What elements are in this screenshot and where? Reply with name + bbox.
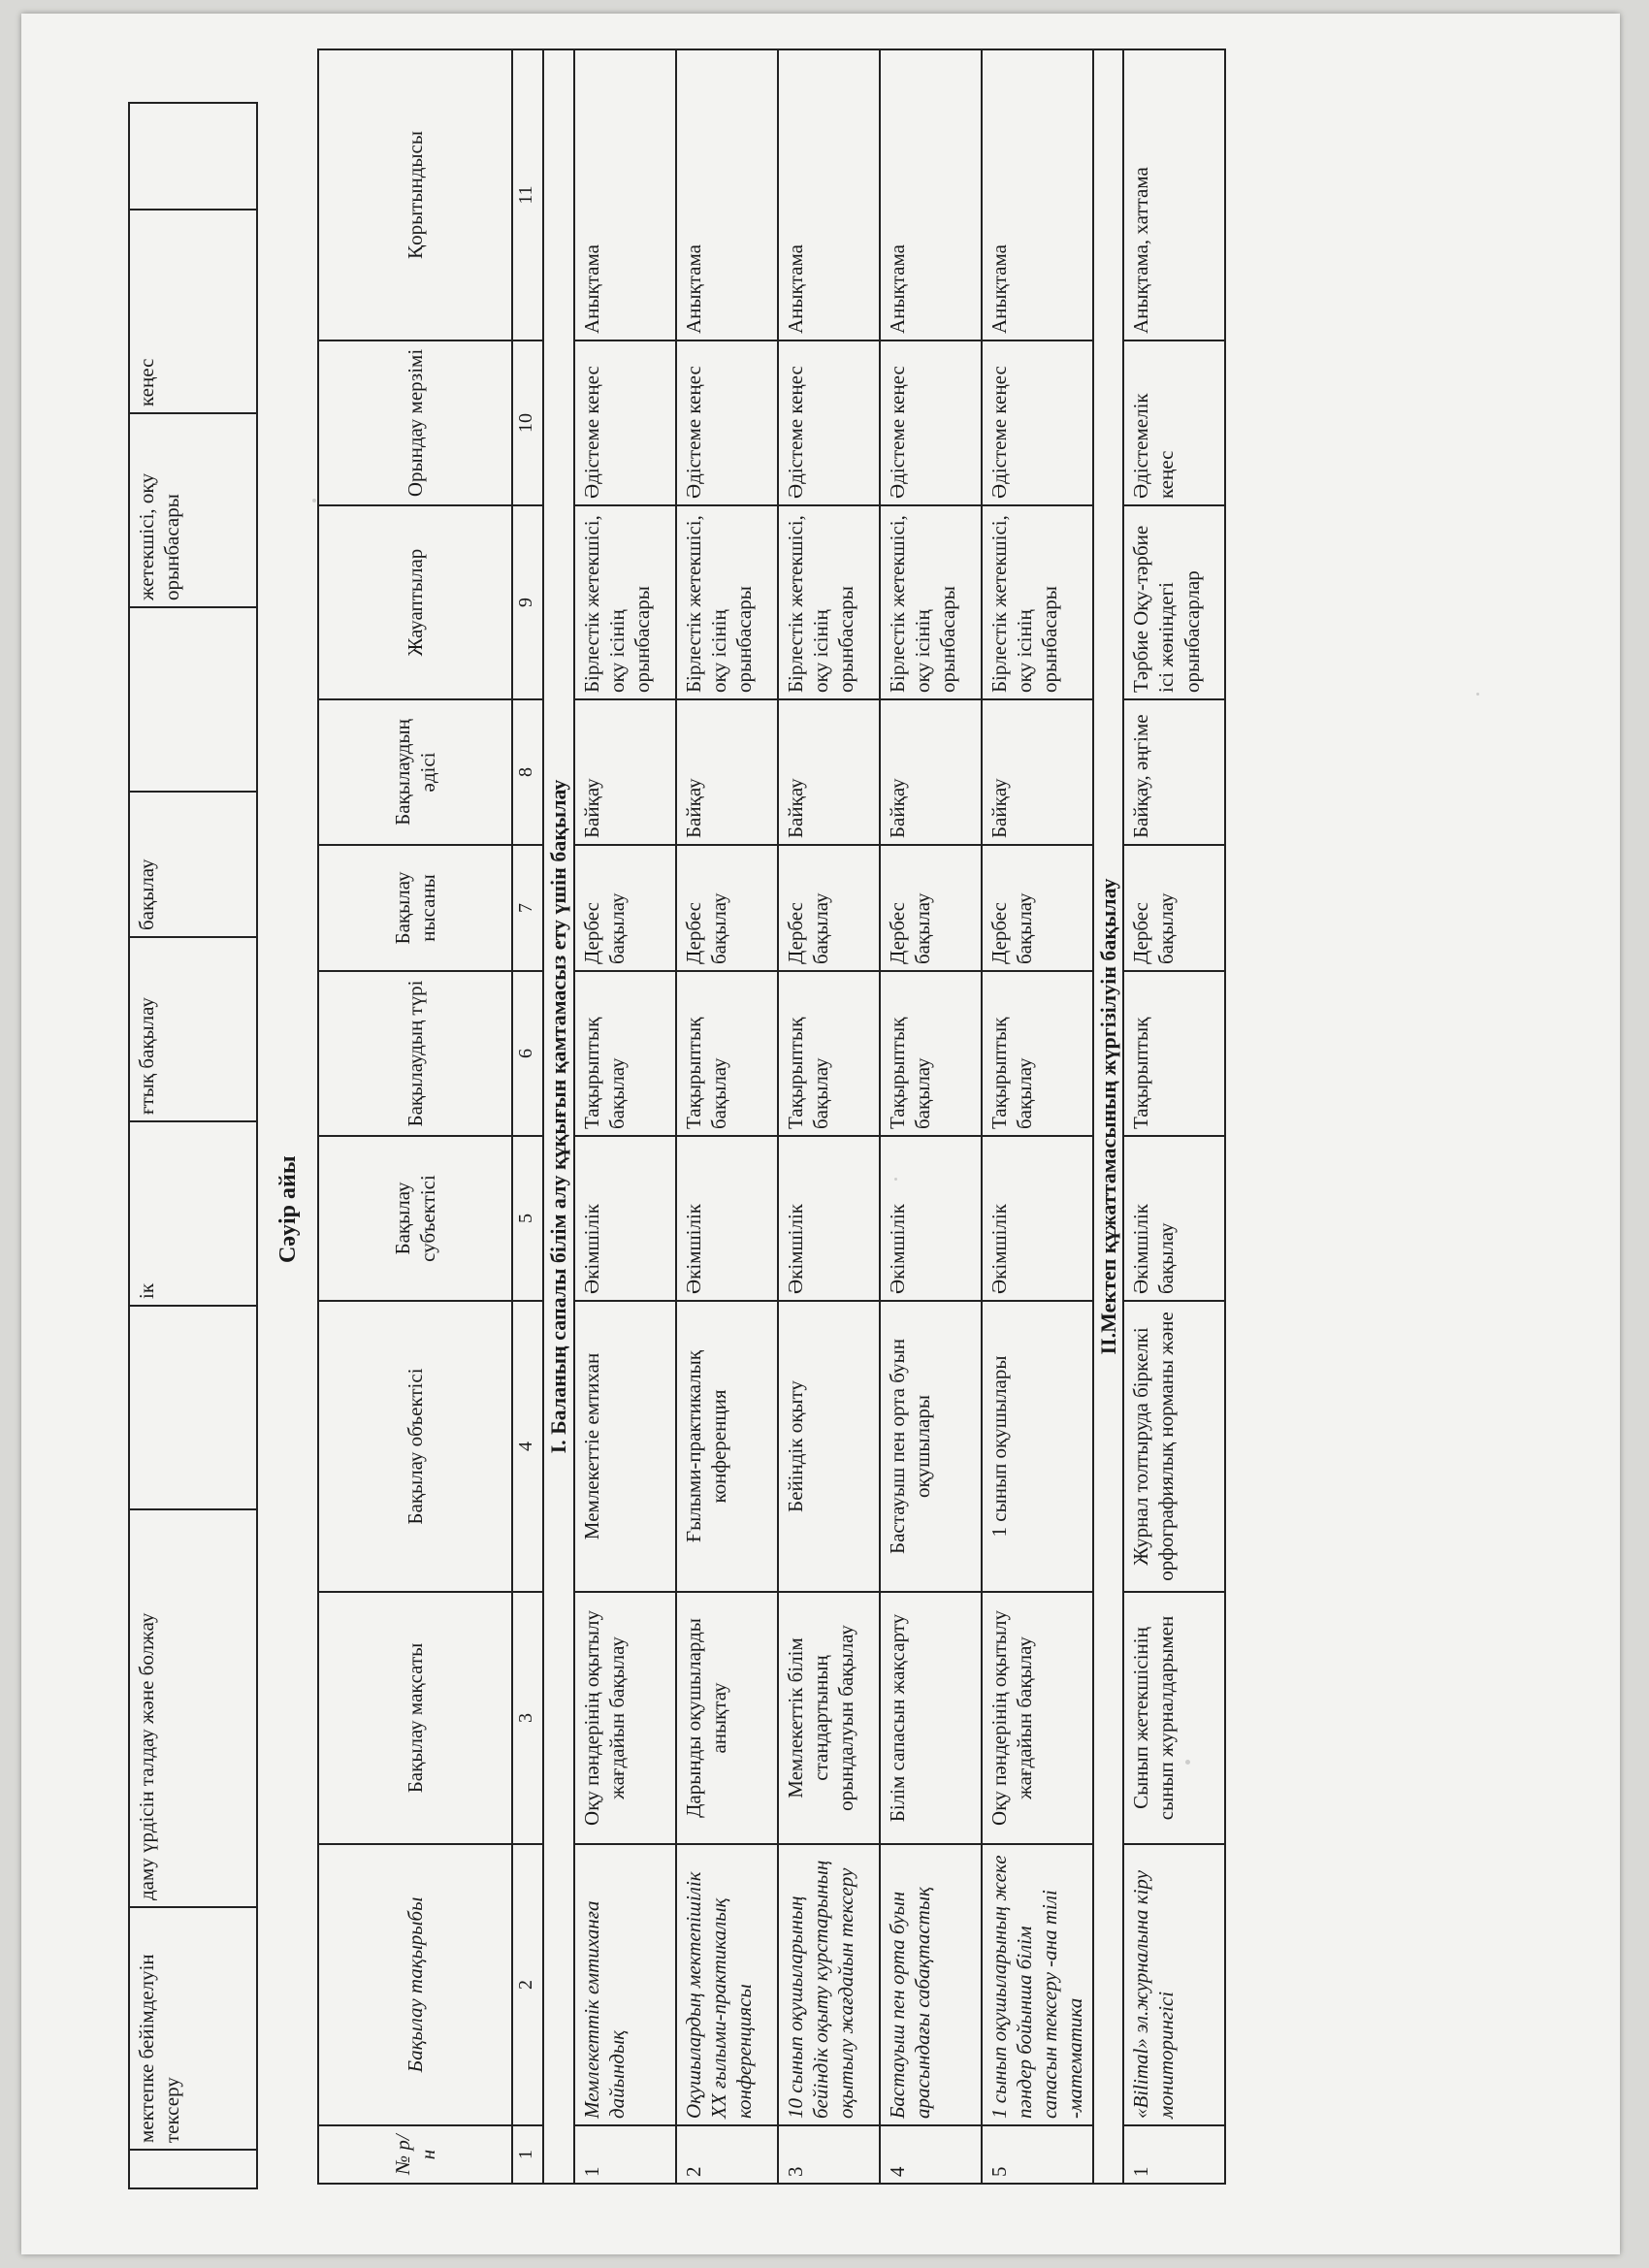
table-cell: 1 сынып оқушыларының жеке пәндер бойынша білім сапасын тексеру -ана тілі -математика — [982, 1844, 1093, 2125]
cell: даму үрдісін талдау және болжау — [129, 1509, 257, 1907]
table-cell: Оқу пәндерінің оқытылу жағдайын бақылау — [982, 1592, 1093, 1844]
table-cell: Байқау — [778, 699, 880, 845]
column-number: 4 — [512, 1301, 543, 1592]
table-cell: 5 — [982, 2125, 1093, 2184]
table-cell: Анықтама, хаттама — [1123, 49, 1225, 340]
table-cell: Журнал толтыруда біркелкі орфографиялық норманы және — [1123, 1301, 1225, 1592]
table-cell: Әкімшілік — [880, 1136, 982, 1301]
table-row — [1123, 49, 1225, 2184]
scanned-page — [21, 14, 1620, 2254]
table-cell: Әкімшілік — [982, 1136, 1093, 1301]
table-cell: Анықтама — [982, 49, 1093, 340]
cell: бақылау — [129, 792, 257, 937]
column-number: 3 — [512, 1592, 543, 1844]
table-cell: Бірлестік жетекшісі, оқу ісінің орынбасары — [778, 505, 880, 699]
continuation-table — [128, 102, 258, 2189]
section-title-row — [1093, 49, 1124, 2184]
table-cell: Бейіндік оқыту — [778, 1301, 880, 1592]
table-cell: Анықтама — [574, 49, 676, 340]
table-cell: Әкімшілік бақылау — [1123, 1136, 1225, 1301]
table-cell: Тақырыптық бақылау — [778, 971, 880, 1136]
table-row — [982, 49, 1093, 2184]
header-cell: Бақылау субъектісі — [318, 1136, 512, 1301]
header-cell: Бақылау объектісі — [318, 1301, 512, 1592]
table-cell: Байқау — [982, 699, 1093, 845]
table-cell: Әкімшілік — [778, 1136, 880, 1301]
table-cell: Оқу пәндерінің оқытылу жағдайын бақылау — [574, 1592, 676, 1844]
header-cell: Орындау мерзімі — [318, 340, 512, 505]
table-row — [676, 49, 778, 2184]
table-cell: Дербес бақылау — [982, 845, 1093, 971]
table-cell: Байқау — [880, 699, 982, 845]
table-cell: Тақырыптық бақылау — [676, 971, 778, 1136]
table-cell: 1 — [1123, 2125, 1225, 2184]
table-cell: Тақырыптық бақылау — [880, 971, 982, 1136]
header-cell: Қорытындысы — [318, 49, 512, 340]
column-number: 10 — [512, 340, 543, 505]
table-cell: Дербес бақылау — [574, 845, 676, 971]
column-number: 9 — [512, 505, 543, 699]
column-number: 2 — [512, 1844, 543, 2125]
table-cell: Дербес бақылау — [880, 845, 982, 971]
table-cell: Тақырыптық бақылау — [982, 971, 1093, 1136]
table-cell: 1 — [574, 2125, 676, 2184]
table-cell: Бірлестік жетекшісі, оқу ісінің орынбасары — [880, 505, 982, 699]
table-cell: Мемлекеттік білім стандартының орындалуын бақылау — [778, 1592, 880, 1844]
table-cell: «Bilimal» эл.журналына кіру мониторингісі — [1123, 1844, 1225, 2125]
cell: мектепке бейімделуін тексеру — [129, 1907, 257, 2150]
cell: ғтық бақылау — [129, 937, 257, 1121]
table-row — [778, 49, 880, 2184]
table-cell: Анықтама — [880, 49, 982, 340]
table-cell: 1 сынып оқушылары — [982, 1301, 1093, 1592]
header-cell: Бақылау мақсаты — [318, 1592, 512, 1844]
table-cell: 10 сынып оқушыларының бейіндік оқыту курстарының оқытылу жағдайын тексеру — [778, 1844, 880, 2125]
section-title-row — [543, 49, 574, 2184]
table-cell: 3 — [778, 2125, 880, 2184]
rotated-content — [21, 14, 1620, 2254]
continuation-row — [129, 103, 257, 2188]
header-cell: Бақылау нысаны — [318, 845, 512, 971]
table-cell: Бастауыш пен орта буын арасындағы сабақтастық — [880, 1844, 982, 2125]
table-cell: Тәрбие Оқу-тәрбие ісі жөніндегі орынбасарлар — [1123, 505, 1225, 699]
column-number-row — [512, 49, 543, 2184]
column-number: 11 — [512, 49, 543, 340]
table-cell: Дарынды оқушыларды анықтау — [676, 1592, 778, 1844]
column-number: 1 — [512, 2125, 543, 2184]
table-cell: Анықтама — [778, 49, 880, 340]
column-number: 5 — [512, 1136, 543, 1301]
table-cell: 2 — [676, 2125, 778, 2184]
header-cell: Жауаптылар — [318, 505, 512, 699]
cell — [129, 2150, 257, 2188]
table-cell: Бірлестік жетекшісі, оқу ісінің орынбасары — [676, 505, 778, 699]
table-cell: Тақырыптық — [1123, 971, 1225, 1136]
table-cell: 4 — [880, 2125, 982, 2184]
table-cell: Дербес бақылау — [1123, 845, 1225, 971]
column-number: 8 — [512, 699, 543, 845]
section-title: І. Баланың сапалы білім алу құқығын қамтамасыз ету үшін бақылау — [543, 49, 574, 2184]
section-title: ІІ.Мектеп құжаттамасының жүргізілуін бақылау — [1093, 49, 1124, 2184]
cell: ік — [129, 1121, 257, 1306]
table-cell: Оқушылардың мектепішілік ХХ ғылыми-практикалық конференциясы — [676, 1844, 778, 2125]
header-cell: Бақылау тақырыбы — [318, 1844, 512, 2125]
table-cell: Байқау, әңгіме — [1123, 699, 1225, 845]
header-cell: № р/н — [318, 2125, 512, 2184]
table-cell: Анықтама — [676, 49, 778, 340]
table-cell: Мемлекеттіе емтихан — [574, 1301, 676, 1592]
table-cell: Бірлестік жетекшісі, оқу ісінің орынбасары — [982, 505, 1093, 699]
table-row — [880, 49, 982, 2184]
table-cell: Сынып жетекшісінің сынып журналдарымен — [1123, 1592, 1225, 1844]
cell — [129, 1306, 257, 1509]
table-cell: Әкімшілік — [574, 1136, 676, 1301]
cell — [129, 103, 257, 210]
table-cell: Әдістеме кеңес — [574, 340, 676, 505]
column-number: 6 — [512, 971, 543, 1136]
table-cell: Бастауыш пен орта буын оқушылары — [880, 1301, 982, 1592]
table-cell: Дербес бақылау — [676, 845, 778, 971]
table-cell: Әдістеме кеңес — [982, 340, 1093, 505]
header-row — [318, 49, 512, 2184]
table-cell: Байқау — [574, 699, 676, 845]
table-cell: Әдістеме кеңес — [676, 340, 778, 505]
table-cell: Ғылыми-практикалық конференция — [676, 1301, 778, 1592]
table-cell: Әдістеме кеңес — [880, 340, 982, 505]
table-row — [574, 49, 676, 2184]
table-cell: Тақырыптық бақылау — [574, 971, 676, 1136]
table-cell: Бірлестік жетекшісі, оқу ісінің орынбасары — [574, 505, 676, 699]
header-cell: Бақылаудың түрі — [318, 971, 512, 1136]
cell: жетекшісі, оқу орынбасары — [129, 413, 257, 607]
table-cell: Дербес бақылау — [778, 845, 880, 971]
table-cell: Білім сапасын жақсарту — [880, 1592, 982, 1844]
table-cell: Байқау — [676, 699, 778, 845]
column-number: 7 — [512, 845, 543, 971]
table-cell: Мемлекеттік емтиханға дайындық — [574, 1844, 676, 2125]
table-cell: Әкімшілік — [676, 1136, 778, 1301]
cell: кеңес — [129, 210, 257, 413]
month-title: Сәуір айы — [275, 1155, 301, 1263]
header-cell: Бақылаудың әдісі — [318, 699, 512, 845]
cell — [129, 607, 257, 792]
control-plan-table — [317, 49, 1226, 2185]
table-cell: Әдістеме кеңес — [778, 340, 880, 505]
table-cell: Әдістемелік кеңес — [1123, 340, 1225, 505]
